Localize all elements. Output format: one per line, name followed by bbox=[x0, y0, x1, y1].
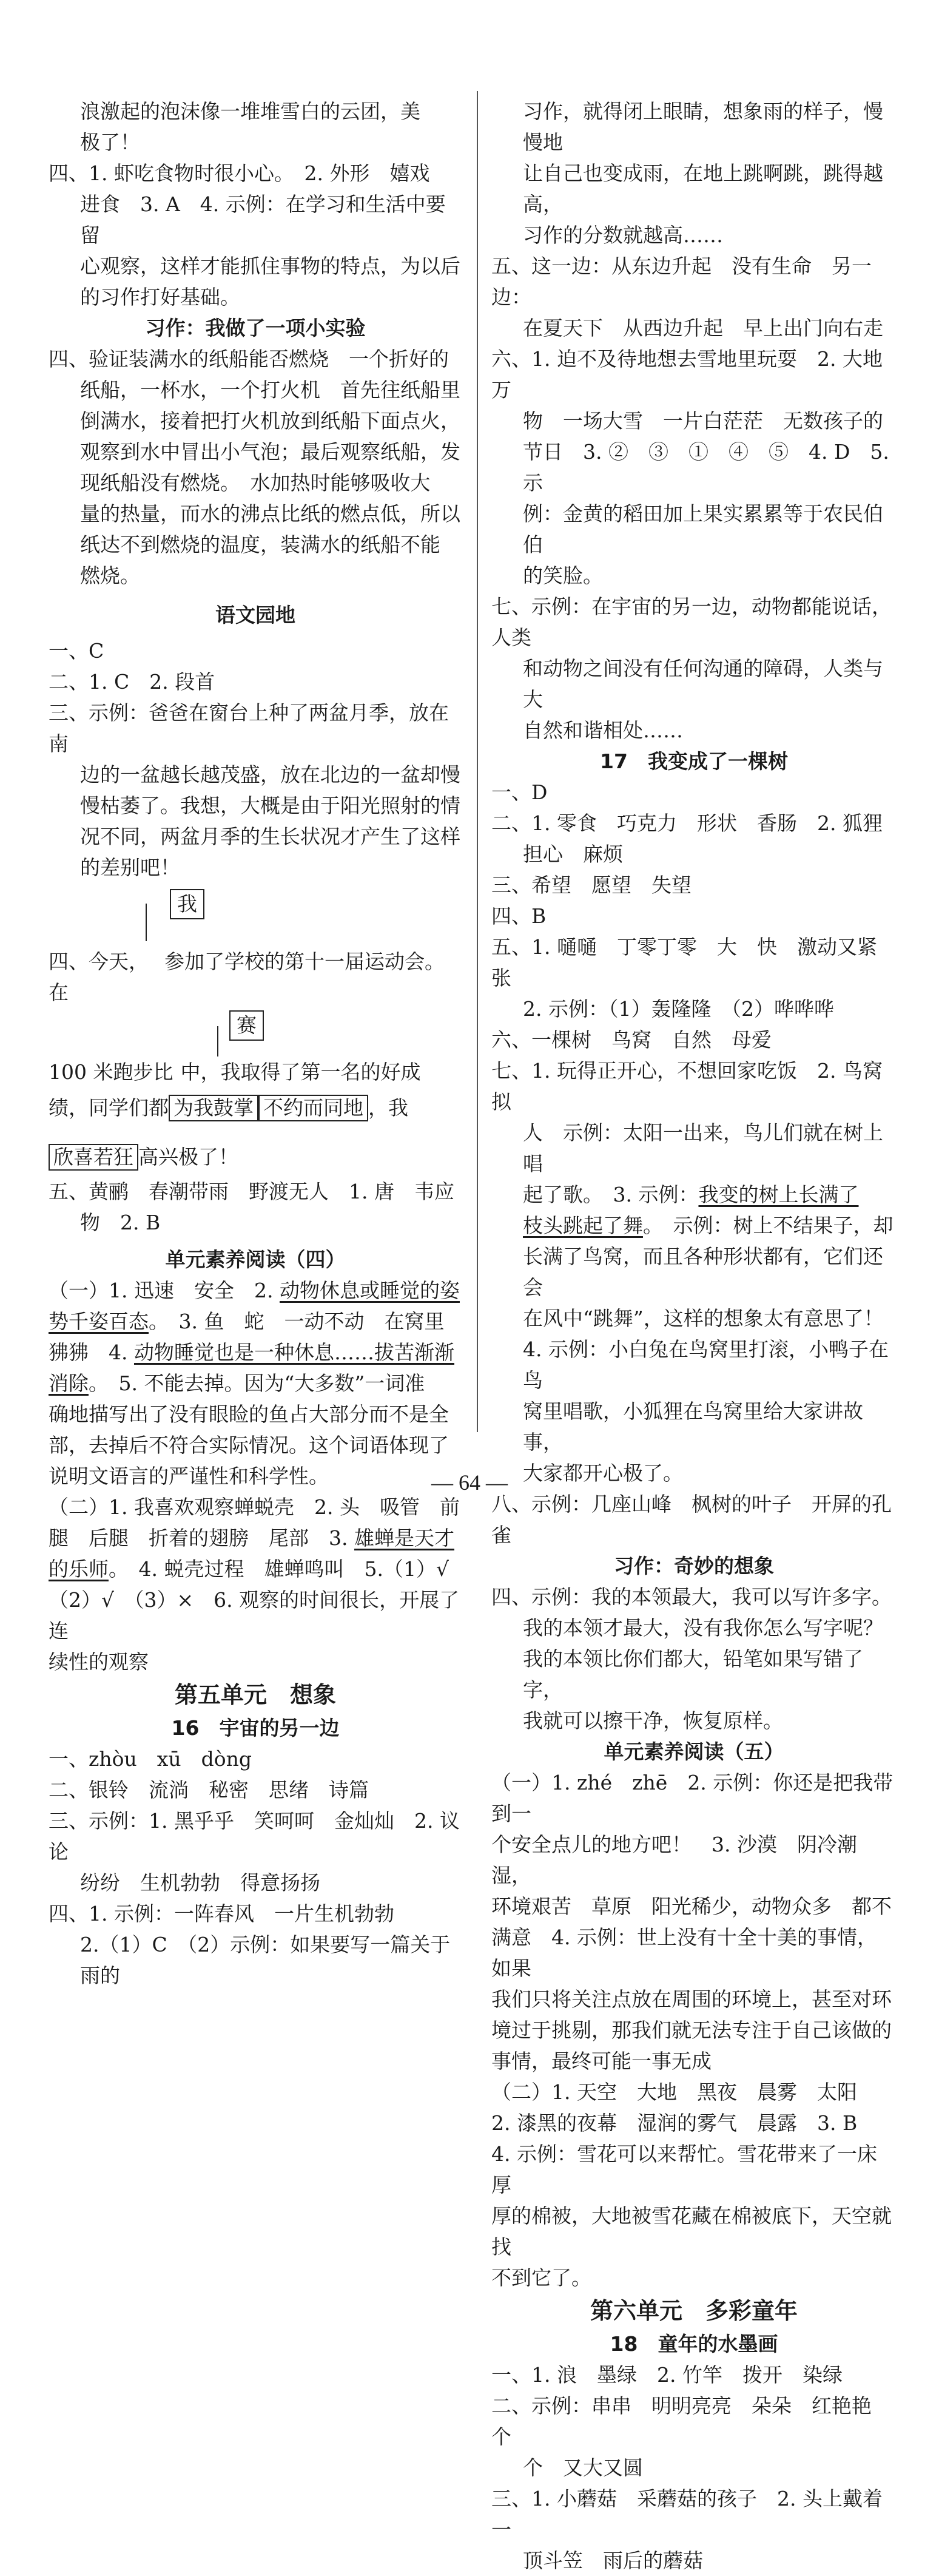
boxed-phrase: 为我鼓掌 bbox=[169, 1095, 258, 1121]
answer-line: 三、示例：爸爸在窗台上种了两盆月季，放在南 bbox=[49, 701, 449, 756]
answer-line: 我就可以擦干净，恢复原样。 bbox=[523, 1709, 783, 1733]
answer-line: 的习作打好基础。 bbox=[80, 285, 240, 309]
answer-line: 燃烧。 bbox=[80, 564, 140, 587]
answer-line: 环境艰苦 草原 阳光稀少，动物众多 都不 bbox=[491, 1895, 892, 1918]
answer-line: 和动物之间没有任何沟通的障碍，人类与大 bbox=[523, 657, 883, 711]
answer-line: 例：金黄的稻田加上果实累累等于农民伯伯 bbox=[523, 502, 883, 556]
column-divider bbox=[477, 91, 478, 1432]
answer-line: 窝里唱歌，小狐狸在鸟窝里给大家讲故事， bbox=[523, 1399, 863, 1454]
answer-line: 个安全点儿的地方吧！ 3. 沙漠 阴冷潮湿， bbox=[491, 1833, 857, 1887]
answer-line: 满意 4. 示例：世上没有十全十美的事情，如果 bbox=[491, 1925, 877, 1980]
answer-line: 三、示例：1. 黑乎乎 笑呵呵 金灿灿 2. 议论 bbox=[49, 1809, 460, 1864]
answer-line: 习作，就得闭上眼睛，想象雨的样子，慢慢地 bbox=[523, 100, 883, 154]
inserted-word-box: 我 bbox=[170, 889, 204, 919]
answer-line: 二、1. C 2. 段首 bbox=[49, 670, 215, 694]
answer-line: 境过于挑剔，那我们就无法专注于自己该做的 bbox=[491, 2018, 892, 2042]
answer-line: 2. 漆黑的夜幕 湿润的雾气 晨露 3. B bbox=[491, 2111, 858, 2135]
unit-heading-6: 第六单元 多彩童年 bbox=[590, 2297, 798, 2324]
right-column bbox=[491, 96, 903, 2576]
inserted-word-box: 赛 bbox=[229, 1010, 264, 1041]
answer-line: 五、1. 嗵嗵 丁零丁零 大 快 激动又紧张 bbox=[491, 935, 877, 990]
answer-line: 况不同，两盆月季的生长状况才产生了这样 bbox=[80, 825, 460, 848]
answer-line: 边的一盆越长越茂盛，放在北边的一盆却慢 bbox=[80, 763, 460, 786]
answer-line: 欣喜若狂 高兴极了！ bbox=[49, 1141, 462, 1172]
answer-line: 一、C bbox=[49, 639, 104, 663]
answer-line: 观察到水中冒出小气泡；最后观察纸船，发 bbox=[80, 440, 460, 464]
answer-line: 绩，同学们都 为我鼓掌 不约而同地 ，我 bbox=[49, 1092, 462, 1123]
section-heading-yuwen-yuandi: 语文园地 bbox=[215, 603, 295, 627]
answer-line: 四、1. 虾吃食物时很小心。 2. 外形 嬉戏 bbox=[49, 161, 430, 185]
answer-line: 担心 麻烦 bbox=[523, 842, 623, 866]
answer-line: 个 又大又圆 bbox=[523, 2456, 643, 2480]
answer-line: 厚的棉被，大地被雪花藏在棉被底下，天空就找 bbox=[491, 2204, 892, 2259]
boxed-phrase: 不约而同地 bbox=[258, 1095, 368, 1121]
answer-line: 长满了鸟窝，而且各种形状都有，它们还会 bbox=[523, 1245, 883, 1299]
answer-line: 八、示例：几座山峰 枫树的叶子 开屏的孔雀 bbox=[491, 1492, 892, 1547]
answer-line: 慢枯萎了。我想，大概是由于阳光照射的情 bbox=[80, 794, 460, 817]
left-column bbox=[49, 96, 462, 1991]
unit-heading-5: 第五单元 想象 bbox=[174, 1682, 336, 1708]
answer-line: 狒狒 4. 动物睡觉也是一种休息……拔苦渐渐 bbox=[49, 1340, 454, 1364]
answer-line: 不到它了。 bbox=[491, 2266, 591, 2290]
answer-line: （一）1. 迅速 安全 2. 动物休息或睡觉的姿 bbox=[49, 1279, 460, 1302]
answer-line: 四、示例：我的本领最大，我可以写许多字。 bbox=[491, 1585, 892, 1609]
answer-line: 三、1. 小蘑菇 采蘑菇的孩子 2. 头上戴着一 bbox=[491, 2487, 883, 2541]
answer-line: 一、zhòu xū dòng bbox=[49, 1747, 252, 1771]
section-heading-xizuo: 习作：我做了一项小实验 bbox=[145, 316, 366, 340]
answer-line: 浪激起的泡沫像一堆堆雪白的云团，美 bbox=[80, 100, 420, 123]
answer-line: 进食 3. A 4. 示例：在学习和生活中要留 bbox=[80, 192, 446, 247]
answer-line: 二、1. 零食 巧克力 形状 香肠 2. 狐狸 bbox=[491, 811, 883, 835]
answer-line: 现纸船没有燃烧。 水加热时能够吸收大 bbox=[80, 471, 431, 495]
answer-line: 物 一场大雪 一片白茫茫 无数孩子的 bbox=[523, 409, 883, 433]
answer-line: 心观察，这样才能抓住事物的特点，为以后 bbox=[80, 254, 460, 278]
page-number: — 64 — bbox=[431, 1470, 508, 1495]
answer-line: 四、验证装满水的纸船能否燃烧 一个折好的 bbox=[49, 347, 449, 371]
answer-line: 大家都开心极了。 bbox=[523, 1461, 683, 1485]
answer-line: 我们只将关注点放在周围的环境上，甚至对环 bbox=[491, 1987, 892, 2011]
answer-line: 4. 示例：雪花可以来帮忙。雪花带来了一床厚 bbox=[491, 2142, 877, 2197]
answer-line: 部，去掉后不符合实际情况。这个词语体现了 bbox=[49, 1433, 449, 1457]
answer-line: 续性的观察 bbox=[49, 1650, 149, 1674]
answer-line: 枝头跳起了舞。 示例：树上不结果子，却 bbox=[523, 1214, 894, 1237]
insertion-caret-icon bbox=[146, 904, 147, 941]
answer-line: 七、1. 玩得正开心，不想回家吃饭 2. 鸟窝 拟 bbox=[491, 1059, 903, 1114]
answer-line: 事情，最终可能一事无成 bbox=[491, 2049, 712, 2073]
answer-line: 四、1. 示例：一阵春风 一片生机勃勃 bbox=[49, 1902, 394, 1925]
section-heading-xizuo: 习作：奇妙的想象 bbox=[614, 1554, 774, 1578]
boxed-phrase: 欣喜若狂 bbox=[49, 1144, 138, 1171]
answer-line: 二、银铃 流淌 秘密 思绪 诗篇 bbox=[49, 1778, 369, 1802]
answer-line: 三、希望 愿望 失望 bbox=[491, 873, 692, 897]
insertion-caret-icon bbox=[217, 1026, 218, 1056]
answer-line: 五、黄鹂 春潮带雨 野渡无人 1. 唐 韦应 bbox=[49, 1180, 454, 1203]
section-heading-reading-4: 单元素养阅读（四） bbox=[165, 1248, 346, 1271]
answer-line: 在风中“跳舞”，这样的想象太有意思了！ bbox=[523, 1307, 884, 1330]
answer-line: 100 米跑步比 中，我取得了第一名的好成 bbox=[49, 1060, 421, 1084]
answer-line: 七、示例：在宇宙的另一边，动物都能说话，人类 bbox=[491, 595, 892, 649]
answer-line: 四、今天， 参加了学校的第十一届运动会。在 bbox=[49, 950, 445, 1004]
answer-line: （二）1. 天空 大地 黑夜 晨雾 太阳 bbox=[491, 2080, 857, 2104]
answer-line: 确地描写出了没有眼睑的鱼占大部分而不是全 bbox=[49, 1402, 449, 1426]
insertion-mark-row bbox=[49, 1008, 462, 1046]
answer-line: 2.（1）C （2）示例：如果要写一篇关于雨的 bbox=[80, 1933, 451, 1987]
answer-line: 顶斗笠 雨后的蘑菇 bbox=[523, 2549, 703, 2572]
answer-line: 说明文语言的严谨性和科学性。 bbox=[49, 1464, 329, 1488]
answer-line: 一、1. 浪 墨绿 2. 竹竿 拨开 染绿 bbox=[491, 2363, 843, 2387]
answer-line: 五、这一边：从东边升起 没有生命 另一边： bbox=[491, 254, 872, 309]
answer-line: 起了歌。 3. 示例：我变的树上长满了 bbox=[523, 1183, 859, 1206]
answer-line: 一、D bbox=[491, 780, 548, 804]
answer-line: 消除。 5. 不能去掉。因为“大多数”一词准 bbox=[49, 1371, 425, 1395]
insertion-mark-row bbox=[49, 883, 462, 946]
lesson-heading-16: 16 宇宙的另一边 bbox=[171, 1716, 340, 1740]
answer-line: 物 2. B bbox=[80, 1211, 161, 1234]
answer-line: 的乐师。 4. 蜕壳过程 雄蝉鸣叫 5.（1）√ bbox=[49, 1557, 449, 1581]
answer-line: 纸船，一杯水，一个打火机 首先往纸船里 bbox=[80, 378, 460, 402]
answer-line: 势千姿百态。 3. 鱼 蛇 一动不动 在窝里 bbox=[49, 1310, 445, 1333]
answer-line: 习作的分数就越高…… bbox=[523, 223, 723, 247]
answer-line: 六、一棵树 鸟窝 自然 母爱 bbox=[491, 1028, 772, 1052]
answer-line: 我的本领才最大，没有我你怎么写字呢？ bbox=[523, 1616, 883, 1640]
answer-line: （二）1. 我喜欢观察蝉蜕壳 2. 头 吸管 前 bbox=[49, 1495, 460, 1519]
answer-line: 我的本领比你们都大，铅笔如果写错了字， bbox=[523, 1647, 863, 1702]
answer-line: 节日 3. ② ③ ① ④ ⑤ 4. D 5. 示 bbox=[523, 440, 889, 495]
answer-line: 4. 示例：小白兔在鸟窝里打滚，小鸭子在鸟 bbox=[523, 1337, 889, 1392]
answer-line: 二、示例：串串 明明亮亮 朵朵 红艳艳 个 bbox=[491, 2394, 892, 2449]
answer-line: 2. 示例：（1）轰隆隆 （2）哗哗哗 bbox=[523, 997, 834, 1021]
answer-line: 极了！ bbox=[80, 130, 140, 154]
answer-line: 的笑脸。 bbox=[523, 564, 603, 587]
answer-line: 四、B bbox=[491, 904, 547, 928]
answer-line: （一）1. zhé zhē 2. 示例：你还是把我带到一 bbox=[491, 1771, 894, 1825]
answer-line: 量的热量，而水的沸点比纸的燃点低，所以 bbox=[80, 502, 460, 526]
answer-line: 倒满水，接着把打火机放到纸船下面点火， bbox=[80, 409, 460, 433]
lesson-heading-17: 17 我变成了一棵树 bbox=[600, 749, 788, 773]
section-heading-reading-5: 单元素养阅读（五） bbox=[604, 1740, 784, 1763]
answer-line: 让自己也变成雨，在地上跳啊跳，跳得越高， bbox=[523, 161, 883, 216]
answer-line: 的差别吧！ bbox=[80, 856, 180, 879]
answer-line: 六、1. 迫不及待地想去雪地里玩耍 2. 大地万 bbox=[491, 347, 883, 402]
answer-line: 纸达不到燃烧的温度，装满水的纸船不能 bbox=[80, 533, 440, 556]
answer-line: 人 示例：太阳一出来，鸟儿们就在树上唱 bbox=[523, 1121, 883, 1175]
answer-line: 腿 后腿 折着的翅膀 尾部 3. 雄蝉是天才 bbox=[49, 1526, 454, 1550]
answer-line: （2）√ （3）× 6. 观察的时间很长，开展了连 bbox=[49, 1588, 460, 1643]
answer-line: 纷纷 生机勃勃 得意扬扬 bbox=[80, 1871, 320, 1895]
answer-line: 在夏天下 从西边升起 早上出门向右走 bbox=[523, 316, 883, 340]
lesson-heading-18: 18 童年的水墨画 bbox=[610, 2332, 778, 2356]
answer-line: 自然和谐相处…… bbox=[523, 718, 683, 742]
